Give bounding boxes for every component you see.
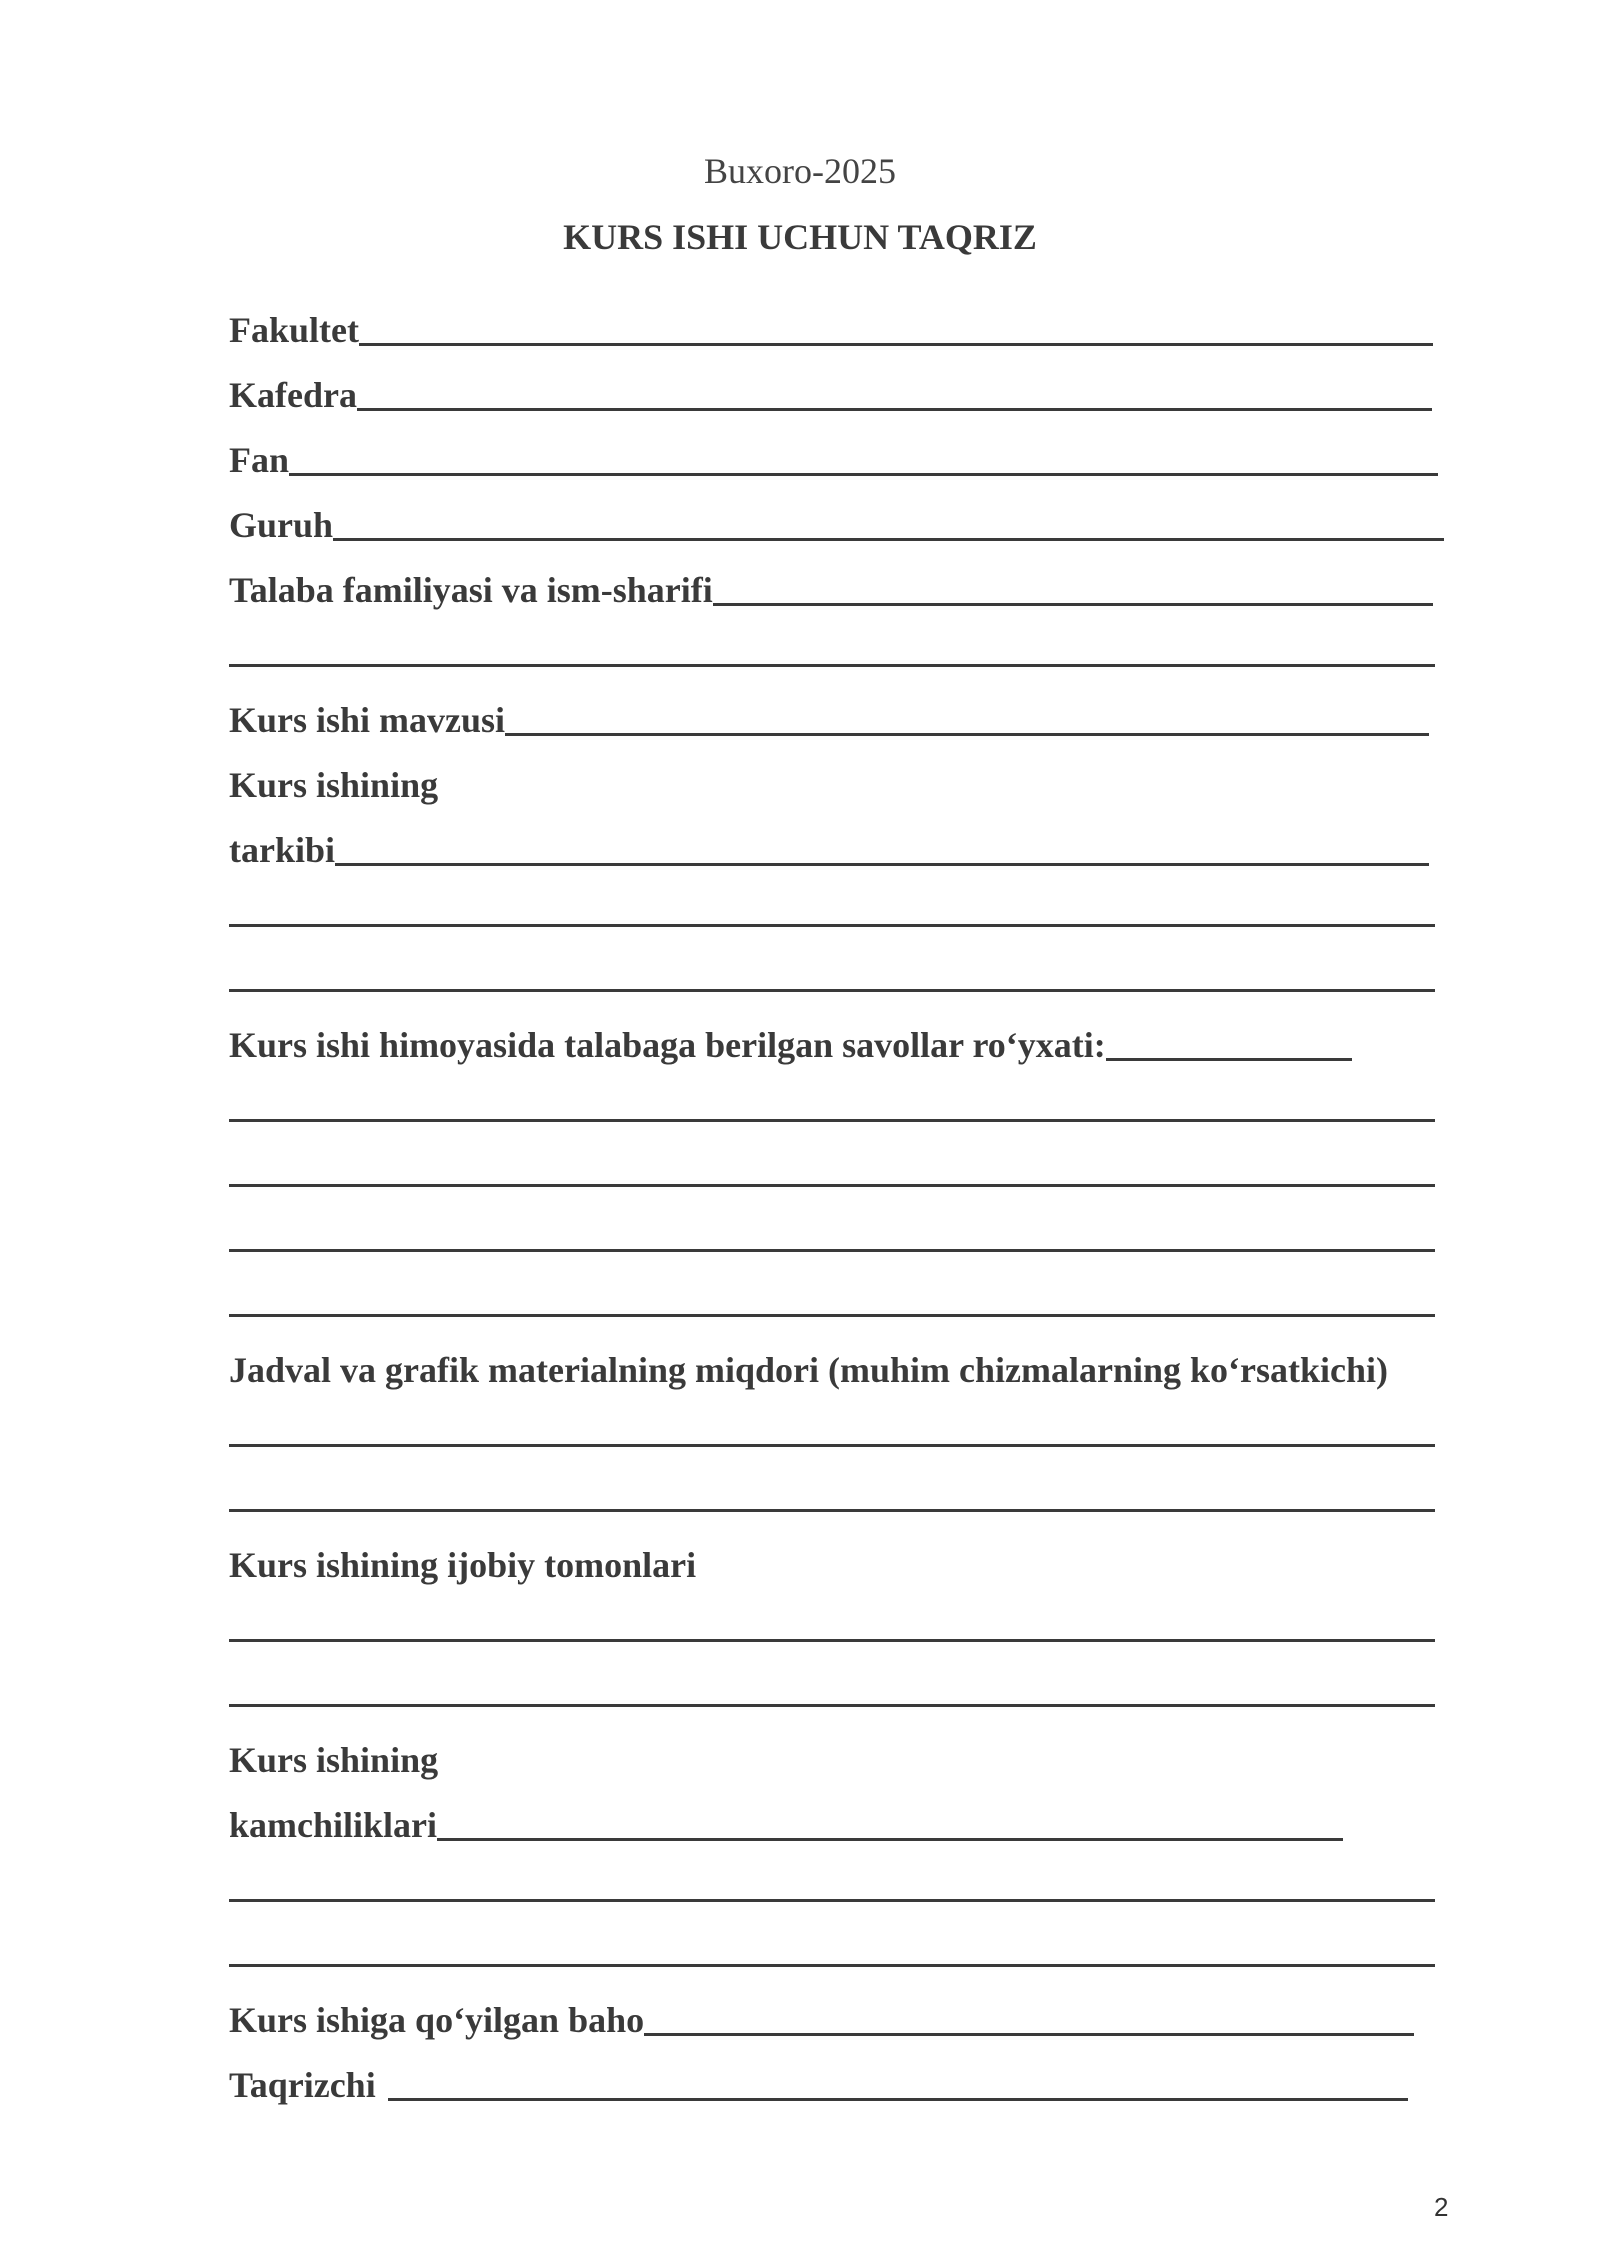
kamchilik-label-1: Kurs ishining bbox=[229, 1740, 439, 1780]
talaba-row bbox=[229, 562, 1433, 610]
fakultet-label: Fakultet bbox=[229, 310, 359, 350]
baho-field[interactable] bbox=[644, 2033, 1414, 2036]
taqrizchi-label: Taqrizchi bbox=[229, 2065, 376, 2105]
tarkib-line-2[interactable] bbox=[229, 924, 1435, 927]
taqrizchi-field[interactable] bbox=[388, 2098, 1408, 2101]
guruh-label: Guruh bbox=[229, 505, 334, 545]
guruh-row bbox=[229, 497, 1444, 545]
talaba-field-continuation[interactable] bbox=[229, 664, 1435, 667]
kamchilik-label-2: kamchiliklari bbox=[229, 1805, 438, 1845]
mavzu-label: Kurs ishi mavzusi bbox=[229, 700, 506, 740]
ijobiy-row bbox=[229, 1537, 696, 1585]
tarkib-line-3[interactable] bbox=[229, 989, 1435, 992]
jadval-line-1[interactable] bbox=[229, 1444, 1435, 1447]
tarkib-row-2 bbox=[229, 822, 1429, 870]
baho-row bbox=[229, 1992, 1414, 2040]
tarkib-label-1: Kurs ishining bbox=[229, 765, 439, 805]
jadval-row bbox=[229, 1342, 1388, 1390]
page-number: 2 bbox=[1434, 2192, 1449, 2222]
fan-label: Fan bbox=[229, 440, 290, 480]
tarkib-row-1 bbox=[229, 757, 438, 805]
guruh-field[interactable] bbox=[333, 538, 1444, 541]
fan-row bbox=[229, 432, 1438, 480]
kamchilik-line-2[interactable] bbox=[229, 1899, 1435, 1902]
jadval-line-2[interactable] bbox=[229, 1509, 1435, 1512]
kamchilik-field[interactable] bbox=[437, 1838, 1343, 1841]
city-year: Buxoro-2025 bbox=[704, 151, 896, 191]
baho-label: Kurs ishiga qo‘yilgan baho bbox=[229, 2000, 645, 2040]
ijobiy-label: Kurs ishining ijobiy tomonlari bbox=[229, 1545, 697, 1585]
ijobiy-line-2[interactable] bbox=[229, 1704, 1435, 1707]
fakultet-field[interactable] bbox=[359, 343, 1433, 346]
page-title: KURS ISHI UCHUN TAQRIZ bbox=[563, 217, 1037, 257]
kamchilik-line-3[interactable] bbox=[229, 1964, 1435, 1967]
tarkib-field[interactable] bbox=[335, 863, 1429, 866]
talaba-field[interactable] bbox=[713, 603, 1433, 606]
kafedra-row bbox=[229, 367, 1432, 415]
talaba-label: Talaba familiyasi va ism-sharifi bbox=[229, 570, 713, 610]
savollar-line-3[interactable] bbox=[229, 1184, 1435, 1187]
kafedra-label: Kafedra bbox=[229, 375, 357, 415]
savollar-label: Kurs ishi himoyasida talabaga berilgan savollar ro‘yxati: bbox=[229, 1025, 1106, 1065]
mavzu-row bbox=[229, 692, 1429, 740]
savollar-line-5[interactable] bbox=[229, 1314, 1435, 1317]
ijobiy-line-1[interactable] bbox=[229, 1639, 1435, 1642]
mavzu-field[interactable] bbox=[505, 733, 1429, 736]
savollar-line-2[interactable] bbox=[229, 1119, 1435, 1122]
fan-field[interactable] bbox=[289, 473, 1438, 476]
taqrizchi-row bbox=[229, 2057, 1408, 2105]
savollar-field[interactable] bbox=[1106, 1058, 1352, 1061]
savollar-row bbox=[229, 1017, 1352, 1065]
kafedra-field[interactable] bbox=[357, 408, 1432, 411]
kamchilik-row-2 bbox=[229, 1797, 1343, 1845]
jadval-label: Jadval va grafik materialning miqdori (muhim chizmalarning ko‘rsatkichi) bbox=[229, 1350, 1389, 1390]
kamchilik-row-1 bbox=[229, 1732, 438, 1780]
savollar-line-4[interactable] bbox=[229, 1249, 1435, 1252]
fakultet-row bbox=[229, 302, 1433, 350]
tarkib-label-2: tarkibi bbox=[229, 830, 336, 870]
